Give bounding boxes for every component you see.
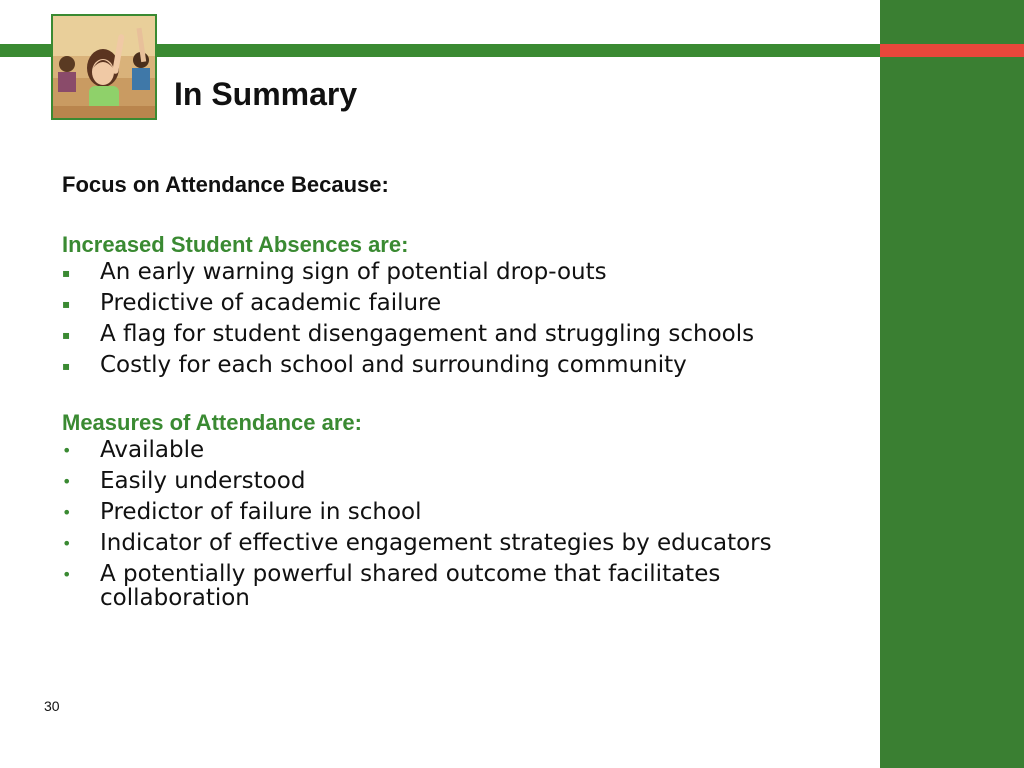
section-heading-absences: Increased Student Absences are: xyxy=(62,232,409,257)
square-bullet-icon: ▪ xyxy=(62,328,71,342)
square-bullet-icon: ▪ xyxy=(62,359,71,373)
page-number: 30 xyxy=(44,698,60,714)
list-item xyxy=(62,438,800,462)
dot-bullet-icon: • xyxy=(62,534,72,553)
section-heading-measures: Measures of Attendance are: xyxy=(62,410,362,435)
list-item-text: An early warning sign of potential drop-outs xyxy=(100,259,607,285)
side-green-panel xyxy=(880,0,1024,768)
list-item-text: Indicator of effective engagement strategies by educators xyxy=(100,530,772,556)
list-item-text: Predictor of failure in school xyxy=(100,499,422,525)
dot-bullet-icon: • xyxy=(62,441,72,460)
measures-bullet-list xyxy=(62,438,862,610)
list-item xyxy=(62,260,800,284)
list-item xyxy=(62,500,800,524)
slide-body xyxy=(62,170,862,641)
lead-statement: Focus on Attendance Because: xyxy=(62,172,389,197)
list-item-text: A potentially powerful shared outcome that facilitates collaboration xyxy=(100,561,721,611)
dot-bullet-icon: • xyxy=(62,503,72,522)
list-item-text: Available xyxy=(100,437,205,463)
list-item-text: A flag for student disengagement and struggling schools xyxy=(100,321,755,347)
side-red-accent-bar xyxy=(880,44,1024,57)
list-item-text: Costly for each school and surrounding community xyxy=(100,352,687,378)
list-item xyxy=(62,469,800,493)
list-item xyxy=(62,322,800,346)
list-item xyxy=(62,353,800,377)
classroom-photo-illustration xyxy=(53,16,155,118)
list-item xyxy=(62,531,800,555)
square-bullet-icon: ▪ xyxy=(62,266,71,280)
list-item xyxy=(62,562,800,610)
dot-bullet-icon: • xyxy=(62,565,72,584)
square-bullet-icon: ▪ xyxy=(62,297,71,311)
dot-bullet-icon: • xyxy=(62,472,72,491)
list-item xyxy=(62,291,800,315)
list-item-text: Predictive of academic failure xyxy=(100,290,442,316)
list-item-text: Easily understood xyxy=(100,468,306,494)
classroom-photo xyxy=(51,14,157,120)
slide-title: In Summary xyxy=(174,76,358,112)
absences-bullet-list xyxy=(62,260,862,377)
